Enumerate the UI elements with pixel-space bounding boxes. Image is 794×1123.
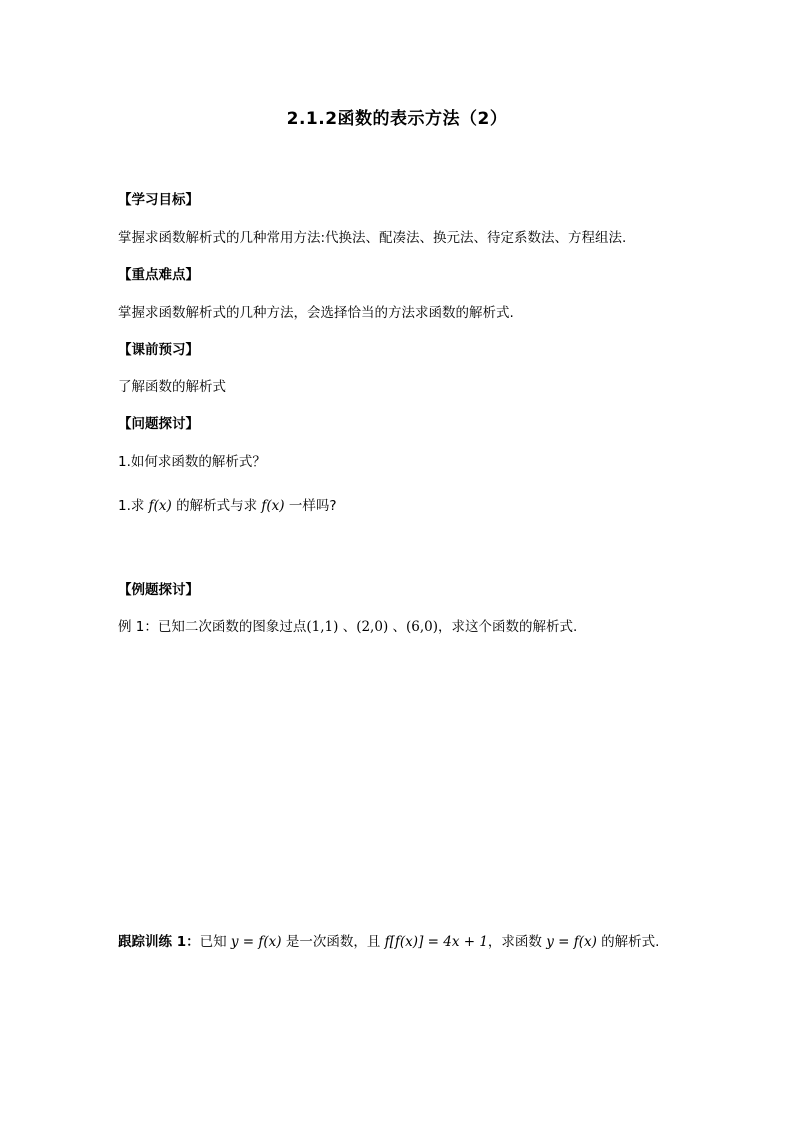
objectives-heading: 【学习目标】: [118, 192, 199, 208]
examples-heading: 【例题探讨】: [118, 582, 199, 598]
discussion-question-1: 1.如何求函数的解析式？: [118, 454, 266, 470]
q2-fx-first: f(x): [148, 498, 172, 514]
example-1: [118, 617, 577, 637]
q2-suffix: 一样吗?: [284, 498, 337, 514]
training-1: [118, 930, 678, 954]
q2-prefix: 1.求: [118, 498, 149, 514]
training-prefix: 已知: [199, 934, 231, 950]
ex1-point-2: (2,0): [356, 619, 389, 635]
q2-mid: 的解析式与求: [171, 498, 262, 514]
training-mid-2: ，求函数: [487, 934, 547, 950]
discussion-question-2: [118, 496, 337, 516]
training-eq-2: f[f(x)] = 4x + 1: [384, 934, 488, 950]
ex1-suffix: ，求这个函数的解析式.: [438, 619, 578, 635]
ex1-separator-2: 、: [388, 619, 407, 635]
ex1-prefix: 例 1：已知二次函数的图象过点: [118, 619, 307, 635]
key-points-heading: 【重点难点】: [118, 267, 199, 283]
key-points-text: 掌握求函数解析式的几种方法，会选择恰当的方法求函数的解析式.: [118, 305, 514, 321]
preview-text: 了解函数的解析式: [118, 379, 226, 395]
training-suffix: 的解析式.: [596, 934, 660, 950]
document-title: 2.1.2函数的表示方法（2）: [286, 109, 508, 129]
objectives-text: 掌握求函数解析式的几种常用方法:代换法、配凑法、换元法、待定系数法、方程组法.: [118, 230, 627, 246]
preview-heading: 【课前预习】: [118, 342, 199, 358]
training-eq-1: y = f(x): [230, 934, 282, 950]
discussion-heading: 【问题探讨】: [118, 416, 199, 432]
q2-fx-second: f(x): [261, 498, 285, 514]
ex1-separator-1: 、: [338, 619, 357, 635]
training-label: 跟踪训练 1：: [118, 934, 200, 950]
ex1-point-1: (1,1): [306, 619, 339, 635]
ex1-point-3: (6,0): [406, 619, 439, 635]
training-eq-3: y = f(x): [546, 934, 597, 950]
training-mid-1: 是一次函数，且: [281, 934, 385, 950]
